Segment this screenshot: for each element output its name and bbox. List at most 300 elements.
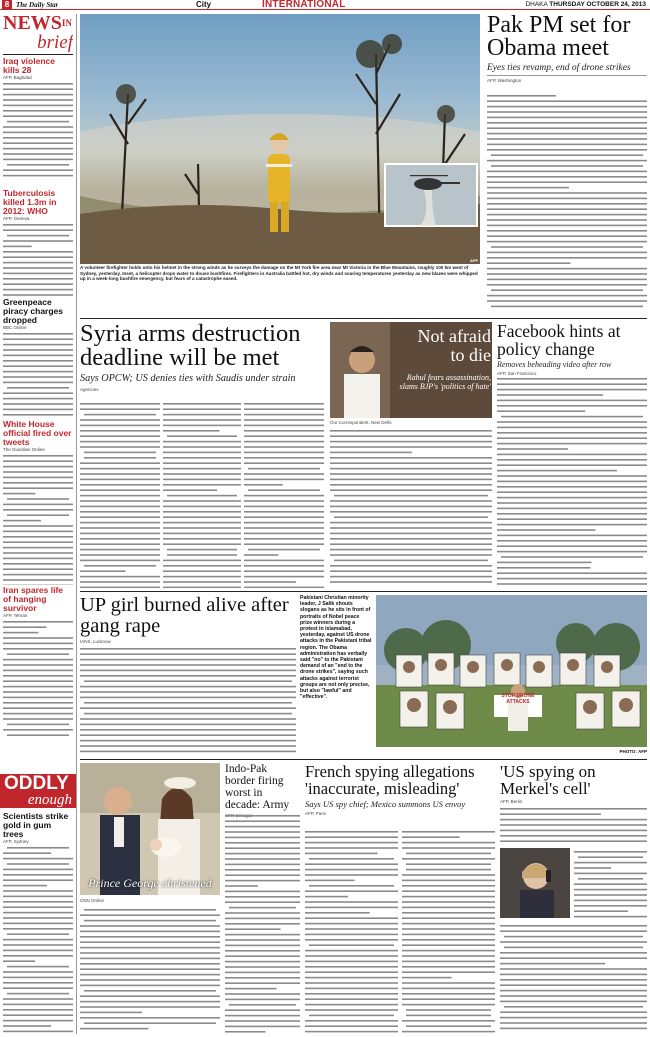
- text-line: [3, 159, 73, 161]
- text-line: [330, 549, 492, 551]
- text-line: [497, 410, 585, 412]
- text-line: [163, 538, 241, 540]
- text-line: [80, 664, 296, 666]
- text-line: [3, 626, 47, 628]
- text-line: [80, 516, 160, 518]
- brief-source: BBC Online: [3, 325, 27, 330]
- text-line: [500, 995, 647, 997]
- brief-item: [3, 298, 73, 418]
- text-line: [80, 751, 296, 753]
- rahul-byline: [330, 420, 492, 425]
- pakpm-body: [487, 92, 647, 312]
- text-line: [487, 241, 647, 243]
- text-lines: [163, 400, 241, 588]
- photo-credit: PHOTO: AFP: [619, 749, 647, 754]
- text-line: [225, 961, 300, 963]
- text-line: [406, 1025, 491, 1027]
- text-line: [80, 495, 160, 497]
- text-line: [334, 560, 488, 562]
- text-line: [500, 930, 647, 932]
- text-line: [80, 543, 160, 545]
- text-line: [487, 171, 647, 173]
- text-line: [3, 525, 73, 527]
- text-line: [574, 905, 647, 907]
- text-line: [3, 338, 73, 340]
- text-line: [7, 724, 69, 726]
- text-line: [402, 874, 495, 876]
- text-line: [225, 972, 300, 974]
- text-line: [3, 283, 73, 285]
- text-line: [80, 473, 160, 475]
- text-line: [504, 936, 643, 938]
- bushfire-illustration: [80, 14, 480, 264]
- text-line: [487, 122, 647, 124]
- text-line: [80, 576, 160, 578]
- text-line: [3, 691, 73, 693]
- protest-illustration: [376, 595, 647, 747]
- text-line: [497, 427, 647, 429]
- protest-banner: STOP DRONE ATTACKS: [501, 693, 535, 705]
- brief-item: [3, 189, 73, 299]
- text-line: [3, 697, 73, 699]
- text-line: [163, 565, 241, 567]
- text-line: [80, 724, 296, 726]
- text-line: [330, 538, 492, 540]
- text-line: [80, 425, 160, 427]
- text-line: [3, 88, 73, 90]
- prince-byline: [80, 898, 220, 903]
- text-line: [84, 1022, 216, 1024]
- text-line: [578, 856, 643, 858]
- text-line: [305, 998, 398, 1000]
- french-deck: Says US spy chief; Mexico summons US envoy: [305, 799, 466, 809]
- text-line: [497, 508, 647, 510]
- text-lines: [244, 400, 324, 588]
- text-lines: [500, 805, 647, 845]
- text-line: [244, 538, 324, 540]
- text-line: [225, 1015, 300, 1017]
- brief-source: AFP, Baghdad: [3, 75, 32, 80]
- text-line: [167, 435, 237, 437]
- text-line: [244, 419, 324, 421]
- page-number: 8: [2, 0, 12, 10]
- text-line: [244, 452, 324, 454]
- text-line: [84, 565, 156, 567]
- text-line: [84, 680, 292, 682]
- text-line: [330, 511, 492, 513]
- syria-article: [80, 322, 325, 392]
- text-line: [163, 468, 241, 470]
- bushfire-caption: [80, 265, 480, 313]
- text-line: [80, 734, 296, 736]
- text-line: [225, 880, 300, 882]
- text-line: [3, 294, 73, 296]
- text-line: [500, 824, 647, 826]
- text-line: [3, 858, 73, 860]
- text-line: [3, 563, 73, 565]
- text-line: [497, 475, 647, 477]
- merkel-article: [500, 763, 647, 804]
- text-line: [305, 901, 398, 903]
- text-line: [80, 936, 220, 938]
- text-line: [497, 540, 647, 542]
- text-line: [7, 847, 69, 849]
- text-line: [225, 1026, 300, 1028]
- text-line: [402, 971, 495, 973]
- text-lines: [3, 452, 73, 585]
- text-line: [402, 955, 495, 957]
- text-line: [7, 993, 69, 995]
- text-line: [504, 1006, 643, 1008]
- text-line: [225, 837, 300, 839]
- text-line: [163, 506, 241, 508]
- section-left: City: [196, 0, 212, 9]
- text-line: [3, 477, 73, 479]
- prince-body: [80, 906, 220, 1034]
- text-lines: [3, 844, 73, 1034]
- text-line: [330, 430, 492, 432]
- text-line: [500, 979, 647, 981]
- text-line: [305, 934, 398, 936]
- text-line: [3, 273, 73, 275]
- french-body-col1: [305, 828, 398, 1034]
- text-line: [225, 1009, 300, 1011]
- text-line: [80, 506, 160, 508]
- text-line: [3, 912, 73, 914]
- pakpm-source: AFP, Washington: [487, 78, 522, 83]
- text-line: [406, 1015, 491, 1017]
- text-line: [305, 912, 370, 914]
- rahul-body: [330, 427, 492, 587]
- text-line: [305, 874, 398, 876]
- upgirl-source: IANS, Lucknow: [80, 639, 111, 644]
- rahul-source: Our Correspondent, New Delhi: [330, 420, 392, 425]
- text-line: [3, 382, 73, 384]
- text-line: [3, 99, 73, 101]
- upgirl-body: [80, 645, 296, 757]
- text-line: [305, 907, 398, 909]
- text-line: [244, 500, 324, 502]
- text-line: [500, 952, 647, 954]
- text-line: [500, 808, 647, 810]
- text-line: [3, 482, 73, 484]
- text-line: [244, 435, 324, 437]
- text-line: [500, 968, 647, 970]
- text-line: [406, 863, 491, 865]
- merkel-body-top: [500, 805, 647, 845]
- text-line: [574, 873, 647, 875]
- text-line: [3, 917, 73, 919]
- text-line: [163, 516, 241, 518]
- text-line: [330, 533, 492, 535]
- text-line: [402, 1020, 495, 1022]
- text-line: [244, 441, 324, 443]
- text-line: [487, 268, 647, 270]
- text-line: [3, 923, 73, 925]
- french-article: [305, 763, 495, 816]
- text-line: [84, 920, 216, 922]
- merkel-headline: 'US spying on Merkel's cell': [500, 763, 596, 798]
- text-line: [487, 187, 569, 189]
- brief-source: AFP, Tehran: [3, 613, 28, 618]
- text-line: [80, 675, 296, 677]
- text-line: [3, 509, 73, 511]
- text-line: [3, 137, 73, 139]
- brief-headline: Iraq violence kills 28: [3, 57, 55, 75]
- text-line: [163, 576, 241, 578]
- text-line: [3, 648, 73, 650]
- text-line: [80, 419, 160, 421]
- text-line: [497, 481, 647, 483]
- upgirl-article: [80, 595, 296, 644]
- text-line: [3, 355, 73, 357]
- text-line: [3, 713, 73, 715]
- text-lines: [500, 922, 647, 1034]
- text-line: [80, 1001, 220, 1003]
- text-lines: [305, 828, 398, 1034]
- brief-item: [3, 57, 73, 177]
- text-line: [305, 896, 348, 898]
- text-line: [80, 1017, 220, 1019]
- text-line: [225, 1020, 300, 1022]
- merkel-photo: [500, 848, 570, 918]
- rahul-headline-2: to die: [450, 345, 491, 365]
- upgirl-headline: UP girl burned alive after gang rape: [80, 595, 289, 637]
- text-line: [7, 933, 69, 935]
- text-line: [330, 500, 492, 502]
- text-line: [244, 506, 324, 508]
- text-line: [487, 235, 647, 237]
- text-line: [487, 198, 647, 200]
- pakpm-deck: Eyes ties revamp, end of drone strikes: [487, 63, 631, 73]
- divider: [80, 318, 647, 319]
- text-line: [305, 988, 398, 990]
- text-line: [244, 473, 324, 475]
- text-line: [330, 565, 492, 567]
- indopak-article: [225, 763, 300, 818]
- text-line: [500, 1028, 647, 1030]
- text-line: [225, 939, 300, 941]
- text-line: [84, 909, 216, 911]
- text-line: [80, 1012, 142, 1014]
- text-line: [487, 138, 647, 140]
- text-line: [330, 473, 492, 475]
- text-line: [80, 729, 296, 731]
- text-line: [487, 252, 647, 254]
- text-line: [163, 570, 241, 572]
- text-line: [500, 1011, 647, 1013]
- merkel-body-side: [574, 848, 647, 918]
- text-line: [500, 1022, 647, 1024]
- text-line: [80, 740, 296, 742]
- text-line: [3, 574, 73, 576]
- text-line: [487, 144, 647, 146]
- text-line: [497, 535, 647, 537]
- text-line: [80, 484, 160, 486]
- text-line: [487, 117, 647, 119]
- text-line: [487, 295, 647, 297]
- text-line: [402, 842, 495, 844]
- text-line: [500, 990, 647, 992]
- text-lines: [330, 427, 492, 587]
- text-line: [574, 889, 647, 891]
- text-line: [163, 587, 241, 588]
- text-line: [225, 988, 277, 990]
- text-line: [330, 479, 492, 481]
- text-line: [309, 885, 394, 887]
- text-lines: [497, 375, 647, 587]
- text-line: [80, 527, 160, 529]
- text-line: [497, 405, 647, 407]
- text-line: [500, 925, 647, 927]
- text-line: [248, 489, 320, 491]
- text-line: [500, 941, 647, 943]
- text-line: [402, 885, 495, 887]
- text-line: [225, 891, 300, 893]
- text-line: [225, 999, 300, 1001]
- text-line: [163, 581, 241, 583]
- text-line: [225, 982, 300, 984]
- text-line: [497, 562, 592, 564]
- text-line: [244, 522, 324, 524]
- text-line: [244, 527, 324, 529]
- text-line: [80, 914, 220, 916]
- text-line: [406, 869, 491, 871]
- text-line: [3, 707, 73, 709]
- text-line: [163, 522, 241, 524]
- text-line: [80, 995, 220, 997]
- text-line: [80, 974, 220, 976]
- text-line: [3, 879, 73, 881]
- text-lines: [3, 330, 73, 418]
- text-line: [497, 459, 647, 461]
- text-line: [80, 1006, 220, 1008]
- text-line: [491, 165, 643, 167]
- text-line: [497, 572, 647, 574]
- text-line: [309, 1015, 394, 1017]
- text-line: [80, 435, 160, 437]
- text-line: [497, 383, 647, 385]
- text-line: [497, 491, 647, 493]
- text-line: [244, 533, 324, 535]
- text-line: [3, 169, 73, 171]
- text-line: [497, 394, 603, 396]
- text-line: [244, 430, 324, 432]
- photo-caption-text: A volunteer firefighter holds onto his helmet in the strong winds as he surveys the damage on the Mt York fire area near Mt Victoria in the Blue Mountains, roughly 100 km west of Sydney, yesterday. Inset, a helicopter drops water to douse bushfires. Firefighters in Australia battled hot, dry winds and soaring temperatures yesterday as new blazes were whipped up in a week-long bushfire emergency, but fears of a catastrophe eased.: [80, 265, 478, 281]
- text-line: [80, 963, 220, 965]
- text-line: [3, 1004, 73, 1006]
- text-line: [487, 176, 647, 178]
- text-line: [3, 621, 73, 623]
- divider: [3, 54, 73, 55]
- text-line: [402, 988, 495, 990]
- text-line: [225, 847, 300, 849]
- text-line: [406, 853, 491, 855]
- text-line: [330, 581, 492, 583]
- text-line: [3, 371, 73, 373]
- prince-photo: [80, 763, 220, 895]
- brief-headline: White House official fired over tweets: [3, 420, 72, 447]
- syria-body-col1: [80, 400, 160, 588]
- text-line: [3, 153, 73, 155]
- text-line: [167, 495, 237, 497]
- text-line: [497, 545, 647, 547]
- protest-photo: [376, 595, 647, 747]
- text-line: [574, 867, 611, 869]
- text-line: [402, 961, 495, 963]
- text-line: [309, 858, 394, 860]
- text-line: [330, 576, 492, 578]
- text-line: [3, 398, 73, 400]
- text-line: [244, 587, 324, 588]
- text-line: [305, 831, 398, 833]
- text-line: [491, 306, 643, 308]
- text-line: [3, 869, 73, 871]
- text-line: [80, 403, 160, 405]
- text-line: [225, 869, 300, 871]
- text-line: [163, 403, 241, 405]
- text-line: [3, 729, 73, 731]
- oddly-source: AFP, Sydney: [3, 839, 29, 844]
- brief-item: [3, 586, 73, 736]
- text-line: [309, 944, 394, 946]
- text-line: [402, 917, 495, 919]
- text-line: [3, 643, 73, 645]
- text-line: [7, 387, 69, 389]
- text-line: [487, 284, 647, 286]
- text-line: [80, 533, 160, 535]
- text-line: [163, 500, 241, 502]
- text-line: [80, 931, 220, 933]
- text-line: [7, 653, 69, 655]
- text-line: [244, 576, 324, 578]
- oddly-enough-banner: [0, 774, 76, 808]
- text-line: [402, 847, 495, 849]
- text-line: [80, 985, 220, 987]
- text-line: [305, 880, 355, 882]
- text-line: [3, 944, 73, 946]
- text-line: [80, 707, 296, 709]
- text-line: [497, 378, 647, 380]
- text-line: [163, 479, 241, 481]
- text-line: [402, 907, 495, 909]
- prince-overlay-title: Prince George christened: [88, 876, 212, 890]
- text-line: [330, 570, 492, 572]
- merkel-illustration: [500, 848, 570, 918]
- text-lines: [80, 400, 160, 588]
- text-line: [487, 273, 647, 275]
- syria-body-col3: [244, 400, 324, 588]
- merkel-source: AFP, Berlin: [500, 799, 523, 804]
- text-line: [80, 408, 160, 410]
- text-line: [3, 702, 73, 704]
- text-line: [305, 993, 398, 995]
- facebook-body: [497, 375, 647, 587]
- text-line: [7, 121, 69, 123]
- photo-credit: AFP: [470, 258, 478, 263]
- text-line: [402, 934, 495, 936]
- text-line: [334, 495, 488, 497]
- brief-source: AFP, Geneva: [3, 216, 30, 221]
- text-line: [225, 820, 300, 822]
- text-line: [244, 565, 324, 567]
- text-line: [244, 560, 324, 562]
- text-line: [244, 511, 324, 513]
- text-line: [497, 518, 647, 520]
- text-line: [225, 826, 300, 828]
- text-line: [3, 224, 73, 226]
- text-line: [497, 464, 647, 466]
